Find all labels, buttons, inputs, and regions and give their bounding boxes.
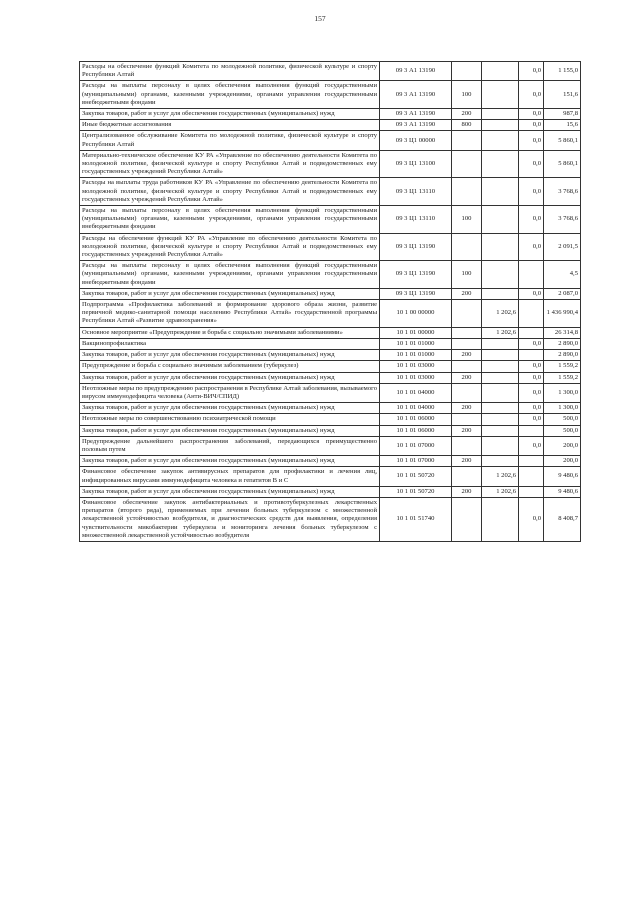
- row-amount-federal: [482, 120, 519, 131]
- row-amount-total: 200,0: [544, 456, 581, 467]
- row-amount-federal: [482, 62, 519, 81]
- row-amount-federal: [482, 150, 519, 178]
- row-amount-federal: [482, 372, 519, 383]
- row-amount-total: 500,0: [544, 414, 581, 425]
- table-row: [80, 361, 581, 372]
- row-amount-total: 2 087,0: [544, 288, 581, 299]
- row-amount-total: 5 860,1: [544, 131, 581, 150]
- row-code: 09 3 А1 13190: [380, 120, 452, 131]
- row-name: Расходы на выплаты персоналу в целях обеспечения выполнения функций государственными (муниципальными) органами, казенными учреждениями, органами управления государственными внебюджетными фондами: [80, 261, 380, 289]
- table-row: [80, 497, 581, 541]
- table-row: [80, 403, 581, 414]
- row-code: 10 1 01 00000: [380, 327, 452, 338]
- table-row: [80, 425, 581, 436]
- row-expense-type: 100: [452, 81, 482, 109]
- row-name: Закупка товаров, работ и услуг для обеспечения государственных (муниципальных) нужд: [80, 486, 380, 497]
- row-name: Расходы на обеспечение функций Комитета по молодежной политике, физической культуре и спорту Республики Алтай: [80, 62, 380, 81]
- row-name: Закупка товаров, работ и услуг для обеспечения государственных (муниципальных) нужд: [80, 456, 380, 467]
- row-name: Закупка товаров, работ и услуг для обеспечения государственных (муниципальных) нужд: [80, 288, 380, 299]
- table-row: [80, 178, 581, 206]
- row-amount-change: [519, 350, 544, 361]
- row-code: 10 1 01 01000: [380, 350, 452, 361]
- row-expense-type: 200: [452, 403, 482, 414]
- row-code: 09 3 Ц1 13190: [380, 288, 452, 299]
- row-amount-total: 9 480,6: [544, 486, 581, 497]
- row-expense-type: [452, 414, 482, 425]
- row-name: Предупреждение дальнейшего распространения заболеваний, передающихся преимущественно половым путем: [80, 436, 380, 455]
- row-expense-type: [452, 178, 482, 206]
- row-amount-federal: [482, 497, 519, 541]
- row-expense-type: [452, 361, 482, 372]
- row-amount-change: [519, 467, 544, 486]
- row-amount-total: 987,8: [544, 109, 581, 120]
- row-amount-change: 0,0: [519, 81, 544, 109]
- row-expense-type: 100: [452, 206, 482, 234]
- row-amount-change: 0,0: [519, 414, 544, 425]
- row-code: 10 1 00 00000: [380, 300, 452, 328]
- row-amount-change: 0,0: [519, 62, 544, 81]
- row-amount-total: 2 890,0: [544, 338, 581, 349]
- row-expense-type: [452, 327, 482, 338]
- row-amount-total: 2 890,0: [544, 350, 581, 361]
- row-amount-federal: [482, 233, 519, 261]
- table-row: [80, 300, 581, 328]
- row-amount-change: [519, 261, 544, 289]
- row-name: Закупка товаров, работ и услуг для обеспечения государственных (муниципальных) нужд: [80, 425, 380, 436]
- table-row: [80, 206, 581, 234]
- row-name: Основное мероприятие «Предупреждение и борьба с социально значимыми заболеваниями»: [80, 327, 380, 338]
- row-amount-federal: 1 202,6: [482, 467, 519, 486]
- row-amount-total: 8 408,7: [544, 497, 581, 541]
- row-expense-type: [452, 233, 482, 261]
- row-amount-change: 0,0: [519, 120, 544, 131]
- row-name: Предупреждение и борьба с социально значимым заболеванием (туберкулез): [80, 361, 380, 372]
- row-code: 10 1 01 03000: [380, 372, 452, 383]
- row-code: 10 1 01 50720: [380, 486, 452, 497]
- row-expense-type: [452, 150, 482, 178]
- row-amount-federal: [482, 338, 519, 349]
- row-amount-total: 26 314,8: [544, 327, 581, 338]
- row-amount-change: [519, 425, 544, 436]
- row-amount-federal: [482, 288, 519, 299]
- row-amount-federal: [482, 414, 519, 425]
- page-number: 157: [314, 14, 326, 23]
- row-amount-federal: [482, 403, 519, 414]
- row-code: 10 1 01 07000: [380, 436, 452, 455]
- table-row: [80, 120, 581, 131]
- row-amount-change: [519, 456, 544, 467]
- row-expense-type: [452, 338, 482, 349]
- row-name: Расходы на выплаты персоналу в целях обеспечения выполнения функций государственными (муниципальными) органами, казенными учреждениями, органами управления государственными внебюджетными фондами: [80, 206, 380, 234]
- row-amount-change: 0,0: [519, 383, 544, 402]
- row-amount-change: [519, 486, 544, 497]
- row-amount-federal: 1 202,6: [482, 300, 519, 328]
- row-amount-federal: [482, 206, 519, 234]
- row-amount-change: 0,0: [519, 206, 544, 234]
- row-code: 10 1 01 04000: [380, 403, 452, 414]
- row-amount-total: 1 300,0: [544, 383, 581, 402]
- row-amount-federal: [482, 261, 519, 289]
- row-amount-total: 1 155,0: [544, 62, 581, 81]
- table-row: [80, 150, 581, 178]
- row-amount-total: 1 559,2: [544, 372, 581, 383]
- row-amount-change: 0,0: [519, 361, 544, 372]
- budget-table: [79, 61, 581, 542]
- table-row: [80, 62, 581, 81]
- row-code: 10 1 01 51740: [380, 497, 452, 541]
- row-amount-federal: 1 202,6: [482, 486, 519, 497]
- row-amount-federal: [482, 456, 519, 467]
- row-code: 10 1 01 07000: [380, 456, 452, 467]
- row-amount-federal: [482, 425, 519, 436]
- row-name: Закупка товаров, работ и услуг для обеспечения государственных (муниципальных) нужд: [80, 350, 380, 361]
- row-code: 09 3 А1 13190: [380, 109, 452, 120]
- row-expense-type: 200: [452, 425, 482, 436]
- row-code: 09 3 Ц1 13100: [380, 150, 452, 178]
- row-name: Неотложные меры по предупреждению распространения в Республике Алтай заболевания, вызываемого вирусом иммунодефицита человека (Анти-ВИЧ/СПИД): [80, 383, 380, 402]
- row-expense-type: [452, 497, 482, 541]
- row-amount-federal: [482, 131, 519, 150]
- row-name: Расходы на обеспечение функций КУ РА «Управление по обеспечению деятельности Комитета по молодежной политике, физической культуре и спорту Республики Алтай и подведомственных ему государственных учреждений Республики Алтай»: [80, 233, 380, 261]
- row-amount-change: 0,0: [519, 109, 544, 120]
- row-code: 10 1 01 50720: [380, 467, 452, 486]
- table-row: [80, 327, 581, 338]
- row-amount-change: 0,0: [519, 497, 544, 541]
- row-name: Закупка товаров, работ и услуг для обеспечения государственных (муниципальных) нужд: [80, 372, 380, 383]
- row-amount-total: 15,6: [544, 120, 581, 131]
- row-expense-type: 200: [452, 456, 482, 467]
- row-code: 09 3 Ц1 13110: [380, 206, 452, 234]
- table-row: [80, 288, 581, 299]
- table-row: [80, 350, 581, 361]
- row-name: Расходы на выплаты труда работников КУ РА «Управление по обеспечению деятельности Комитета по молодежной политике, физической культуре и спорту Республики Алтай и подведомственных ему государственных учреждений Республики Алтай»: [80, 178, 380, 206]
- row-amount-change: 0,0: [519, 178, 544, 206]
- row-name: Закупка товаров, работ и услуг для обеспечения государственных (муниципальных) нужд: [80, 109, 380, 120]
- row-amount-federal: [482, 361, 519, 372]
- row-expense-type: 200: [452, 350, 482, 361]
- table-row: [80, 467, 581, 486]
- table-row: [80, 109, 581, 120]
- table-row: [80, 486, 581, 497]
- row-amount-change: 0,0: [519, 436, 544, 455]
- row-amount-change: 0,0: [519, 403, 544, 414]
- row-amount-federal: [482, 436, 519, 455]
- row-amount-federal: [482, 178, 519, 206]
- table-row: [80, 261, 581, 289]
- row-expense-type: [452, 300, 482, 328]
- row-amount-federal: [482, 383, 519, 402]
- row-amount-total: 4,5: [544, 261, 581, 289]
- row-name: Финансовое обеспечение закупок антивирусных препаратов для профилактики и лечения лиц, инфицированных вирусами иммунодефицита человека и гепатитов В и С: [80, 467, 380, 486]
- row-expense-type: 100: [452, 261, 482, 289]
- row-name: Иные бюджетные ассигнования: [80, 120, 380, 131]
- row-name: Неотложные меры по совершенствованию психиатрической помощи: [80, 414, 380, 425]
- row-expense-type: [452, 62, 482, 81]
- table-row: [80, 436, 581, 455]
- row-name: Материально-техническое обеспечение КУ РА «Управление по обеспечению деятельности Комитета по молодежной политике, физической культуре и спорту Республики Алтай и подведомственных ему государственных учреждений Республики Алтай»: [80, 150, 380, 178]
- table-row: [80, 372, 581, 383]
- row-code: 10 1 01 01000: [380, 338, 452, 349]
- table-row: [80, 81, 581, 109]
- row-expense-type: [452, 467, 482, 486]
- row-code: 09 3 Ц1 13190: [380, 261, 452, 289]
- row-code: 10 1 01 03000: [380, 361, 452, 372]
- row-amount-federal: [482, 350, 519, 361]
- table-row: [80, 383, 581, 402]
- row-amount-total: 2 091,5: [544, 233, 581, 261]
- row-expense-type: 800: [452, 120, 482, 131]
- row-amount-federal: 1 202,6: [482, 327, 519, 338]
- table-row: [80, 456, 581, 467]
- row-code: 10 1 01 06000: [380, 425, 452, 436]
- row-code: 09 3 Ц1 13110: [380, 178, 452, 206]
- row-code: 10 1 01 06000: [380, 414, 452, 425]
- row-name: Централизованное обслуживание Комитета по молодежной политике, физической культуре и спорту Республики Алтай: [80, 131, 380, 150]
- row-expense-type: [452, 383, 482, 402]
- row-amount-change: 0,0: [519, 233, 544, 261]
- table-row: [80, 414, 581, 425]
- row-amount-total: 5 860,1: [544, 150, 581, 178]
- row-amount-total: 151,6: [544, 81, 581, 109]
- row-name: Финансовое обеспечение закупок антибактериальных и противотуберкулезных лекарственных препаратов (второго ряда), применяемых при лечении больных туберкулезом с множественной лекарственной устойчивостью возбудителя, и диагностических средств для выявления, определения чувствительности микобактерии туберкулеза и мониторинга лечения больных туберкулезом с множественной лекарственной устойчивостью возбудителя: [80, 497, 380, 541]
- row-code: 09 3 Ц1 13190: [380, 233, 452, 261]
- row-name: Расходы на выплаты персоналу в целях обеспечения выполнения функций государственными (муниципальными) органами, казенными учреждениями, органами управления государственными внебюджетными фондами: [80, 81, 380, 109]
- row-code: 09 3 Ц1 00000: [380, 131, 452, 150]
- row-amount-federal: [482, 109, 519, 120]
- row-name: Вакцинопрофилактика: [80, 338, 380, 349]
- row-amount-total: 3 768,6: [544, 206, 581, 234]
- row-amount-change: 0,0: [519, 372, 544, 383]
- row-expense-type: 200: [452, 288, 482, 299]
- row-amount-total: 1 300,0: [544, 403, 581, 414]
- row-expense-type: 200: [452, 109, 482, 120]
- row-expense-type: 200: [452, 486, 482, 497]
- budget-table-body: [80, 62, 581, 542]
- table-row: [80, 131, 581, 150]
- row-name: Подпрограмма «Профилактика заболеваний и формирование здорового образа жизни, развитие первичной медико-санитарной помощи населению Республики Алтай» государственной программы Республики Алтай «Развитие здравоохранения»: [80, 300, 380, 328]
- row-amount-change: 0,0: [519, 150, 544, 178]
- row-amount-total: 3 768,6: [544, 178, 581, 206]
- table-row: [80, 233, 581, 261]
- row-expense-type: [452, 131, 482, 150]
- row-amount-change: 0,0: [519, 288, 544, 299]
- row-amount-change: [519, 327, 544, 338]
- row-code: 10 1 01 04000: [380, 383, 452, 402]
- row-amount-change: [519, 300, 544, 328]
- row-amount-total: 9 480,6: [544, 467, 581, 486]
- row-amount-federal: [482, 81, 519, 109]
- row-name: Закупка товаров, работ и услуг для обеспечения государственных (муниципальных) нужд: [80, 403, 380, 414]
- row-expense-type: 200: [452, 372, 482, 383]
- row-amount-total: 1 436 990,4: [544, 300, 581, 328]
- row-expense-type: [452, 436, 482, 455]
- row-amount-change: 0,0: [519, 131, 544, 150]
- table-row: [80, 338, 581, 349]
- row-amount-total: 200,0: [544, 436, 581, 455]
- row-code: 09 3 А1 13190: [380, 81, 452, 109]
- row-amount-total: 500,0: [544, 425, 581, 436]
- row-amount-total: 1 559,2: [544, 361, 581, 372]
- row-code: 09 3 А1 13190: [380, 62, 452, 81]
- row-amount-change: 0,0: [519, 338, 544, 349]
